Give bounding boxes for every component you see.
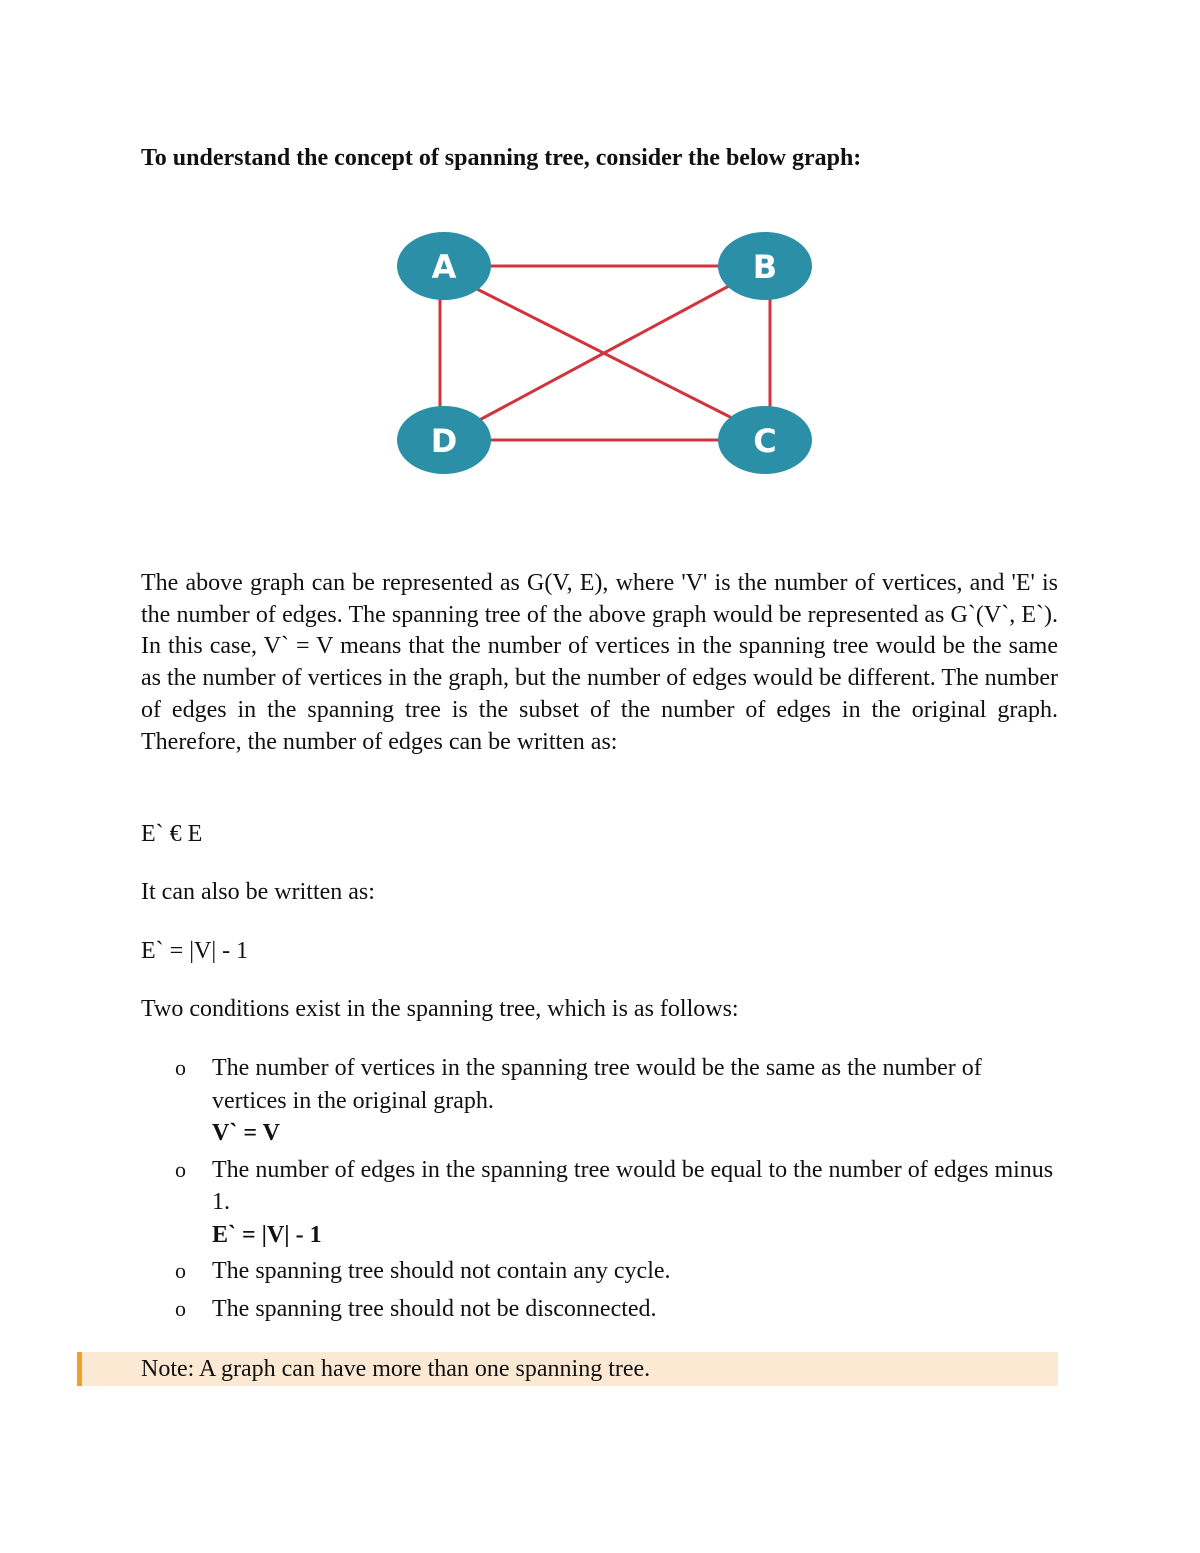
bullet-marker: o (175, 1156, 186, 1182)
node-label-c: C (753, 422, 777, 460)
condition-text: The spanning tree should not be disconnected. (212, 1295, 657, 1322)
explanation-paragraph: The above graph can be represented as G(V, E), where 'V' is the number of vertices, and 'E' is the number of edges. The spanning tree of the above graph would be represented as G`(V`, E`). In this case, V` = V means that the number of vertices in the spanning tree would be the same as the number of vertices in the graph, but the number of edges would be different. The number of edges in the spanning tree is the subset of the number of edges in the original graph. Therefore, the number of edges can be written as: (141, 570, 1058, 755)
graph-node-a (397, 232, 491, 300)
condition-formula: V` = V (212, 1120, 280, 1146)
condition-text: The spanning tree should not contain any cycle. (212, 1258, 671, 1284)
formula-subset: E` € E (141, 821, 203, 847)
condition-formula: E` = |V| - 1 (212, 1221, 322, 1248)
graph-edges (440, 266, 770, 440)
node-label-d: D (430, 422, 458, 460)
condition-text: The number of edges in the spanning tree would be equal to the number of edges minus 1. (212, 1156, 1054, 1215)
node-label-b: B (752, 248, 778, 286)
node-label-a: A (431, 248, 457, 286)
condition-text: The number of vertices in the spanning tree would be the same as the number of vertices in the original graph. (212, 1055, 982, 1114)
conditions-list (141, 1052, 1058, 1325)
intro-heading: To understand the concept of spanning tree, consider the below graph: (141, 145, 862, 171)
condition-item (141, 1052, 1058, 1150)
formula-edge-count: E` = |V| - 1 (141, 938, 249, 964)
condition-item (141, 1154, 1058, 1252)
bullet-marker: o (175, 1055, 186, 1080)
spanning-tree-graph-diagram (380, 218, 830, 508)
condition-item (141, 1255, 1058, 1288)
condition-item (141, 1293, 1058, 1326)
graph-node-d (397, 406, 491, 474)
conditions-intro: Two conditions exist in the spanning tree, which is as follows: (141, 996, 739, 1022)
graph-node-b (718, 232, 812, 300)
graph-node-c (718, 406, 812, 474)
note-callout (77, 1352, 1058, 1386)
bullet-marker: o (175, 1258, 186, 1283)
note-text: Note: A graph can have more than one spanning tree. (141, 1356, 651, 1382)
also-written-text: It can also be written as: (141, 879, 375, 905)
bullet-marker: o (175, 1295, 186, 1321)
